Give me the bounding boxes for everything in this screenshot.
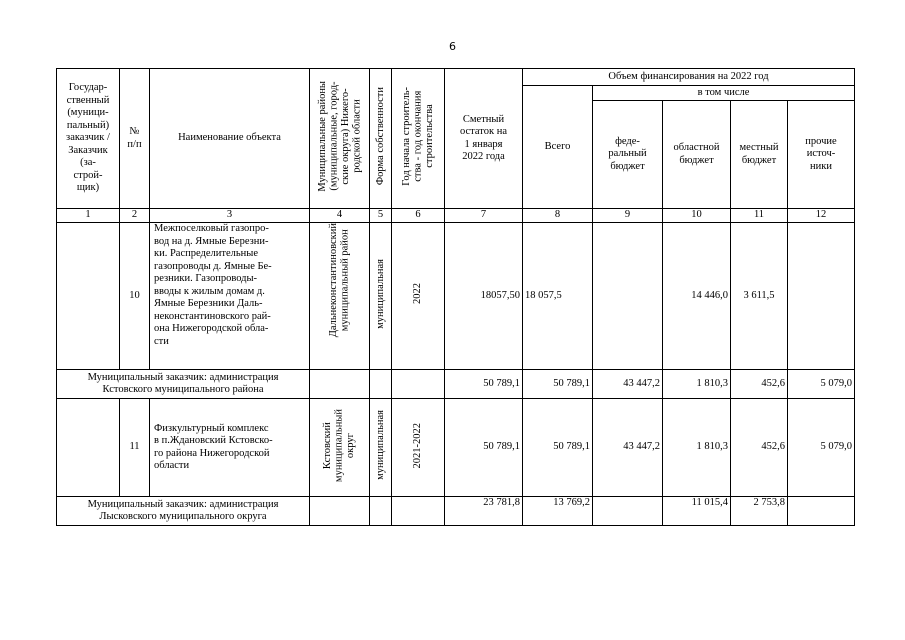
ownership-cell: муниципальная [370, 223, 392, 370]
other-value [788, 223, 855, 370]
estimate-value: 50 789,1 [445, 399, 523, 497]
column-number: 6 [392, 209, 445, 223]
table-row [57, 399, 855, 497]
header-estimate: Сметный остаток на 1 января 2022 года [445, 69, 523, 209]
local-value: 452,6 [731, 370, 788, 399]
column-number: 5 [370, 209, 392, 223]
header-num: № п/п [120, 69, 150, 209]
column-number: 7 [445, 209, 523, 223]
customer-cell [57, 223, 120, 370]
total-value: 50 789,1 [523, 370, 593, 399]
years-cell: 2022 [392, 223, 445, 370]
header-total: Всего [523, 86, 593, 209]
other-value: 5 079,0 [788, 370, 855, 399]
customer-cell [57, 399, 120, 497]
district-cell: Кстовский муниципальный округ [310, 399, 370, 497]
estimate-value: 18057,50 [445, 223, 523, 370]
ownership-cell: муниципальная [370, 399, 392, 497]
regional-value: 11 015,4 [663, 497, 731, 526]
empty-cell [392, 370, 445, 399]
financing-table [56, 68, 855, 526]
column-number: 11 [731, 209, 788, 223]
header-including: в том числе [593, 86, 855, 101]
row-num: 11 [120, 399, 150, 497]
empty-cell [370, 370, 392, 399]
regional-value: 1 810,3 [663, 399, 731, 497]
estimate-value: 23 781,8 [445, 497, 523, 526]
district-cell: Дальнеконстантиновский муниципальный район [310, 223, 370, 370]
header-years: Год начала строитель- ства - год окончания строительства [392, 69, 445, 209]
column-number: 3 [150, 209, 310, 223]
total-value: 13 769,2 [523, 497, 593, 526]
empty-cell [392, 497, 445, 526]
object-name: Межпоселковый газопро- вод на д. Ямные Березни- ки. Распределительные газопроводы д. Ямные Бе- резники. Газопроводы- вводы к жилым домам д. Ямные Березники Даль- неконстантиновского рай- она Нижегородской обла- сти [150, 223, 310, 370]
federal-value [593, 223, 663, 370]
header-ownership: Форма собственности [370, 69, 392, 209]
column-number: 9 [593, 209, 663, 223]
header-regional: областной бюджет [663, 101, 731, 209]
estimate-value: 50 789,1 [445, 370, 523, 399]
subtotal-row-kstovo [57, 370, 855, 399]
regional-value: 14 446,0 [663, 223, 731, 370]
subtotal-label: Муниципальный заказчик: администрация Кстовского муниципального района [57, 370, 310, 399]
row-num: 10 [120, 223, 150, 370]
local-value: 3 611,5 [731, 223, 788, 370]
header-districts: Муниципальные районы (муниципальные, город- ские округа) Нижего- родской области [310, 69, 370, 209]
federal-value: 43 447,2 [593, 399, 663, 497]
table-row [57, 223, 855, 370]
header-financing-title: Объем финансирования на 2022 год [523, 69, 855, 86]
column-numbers-row [57, 209, 855, 223]
column-number: 10 [663, 209, 731, 223]
header-object-name: Наименование объекта [150, 69, 310, 209]
federal-value: 43 447,2 [593, 370, 663, 399]
regional-value: 1 810,3 [663, 370, 731, 399]
page-number: 6 [449, 40, 456, 53]
empty-cell [310, 497, 370, 526]
column-number: 4 [310, 209, 370, 223]
local-value: 2 753,8 [731, 497, 788, 526]
object-name: Физкультурный комплекс в п.Ждановский Кстовско- го района Нижегородской области [150, 399, 310, 497]
other-value: 5 079,0 [788, 399, 855, 497]
total-value: 50 789,1 [523, 399, 593, 497]
subtotal-row-lyskovo [57, 497, 855, 526]
years-cell: 2021-2022 [392, 399, 445, 497]
subtotal-label: Муниципальный заказчик: администрация Лысковского муниципального округа [57, 497, 310, 526]
empty-cell [310, 370, 370, 399]
column-number: 2 [120, 209, 150, 223]
header-customer: Государ- ственный (муници- пальный) заказчик / Заказчик (за- строй- щик) [57, 69, 120, 209]
column-number: 12 [788, 209, 855, 223]
local-value: 452,6 [731, 399, 788, 497]
other-value [788, 497, 855, 526]
header-federal: феде- ральный бюджет [593, 101, 663, 209]
federal-value [593, 497, 663, 526]
header-other: прочие источ- ники [788, 101, 855, 209]
empty-cell [370, 497, 392, 526]
header-local: местный бюджет [731, 101, 788, 209]
total-value: 18 057,5 [523, 223, 593, 370]
column-number: 8 [523, 209, 593, 223]
column-number: 1 [57, 209, 120, 223]
